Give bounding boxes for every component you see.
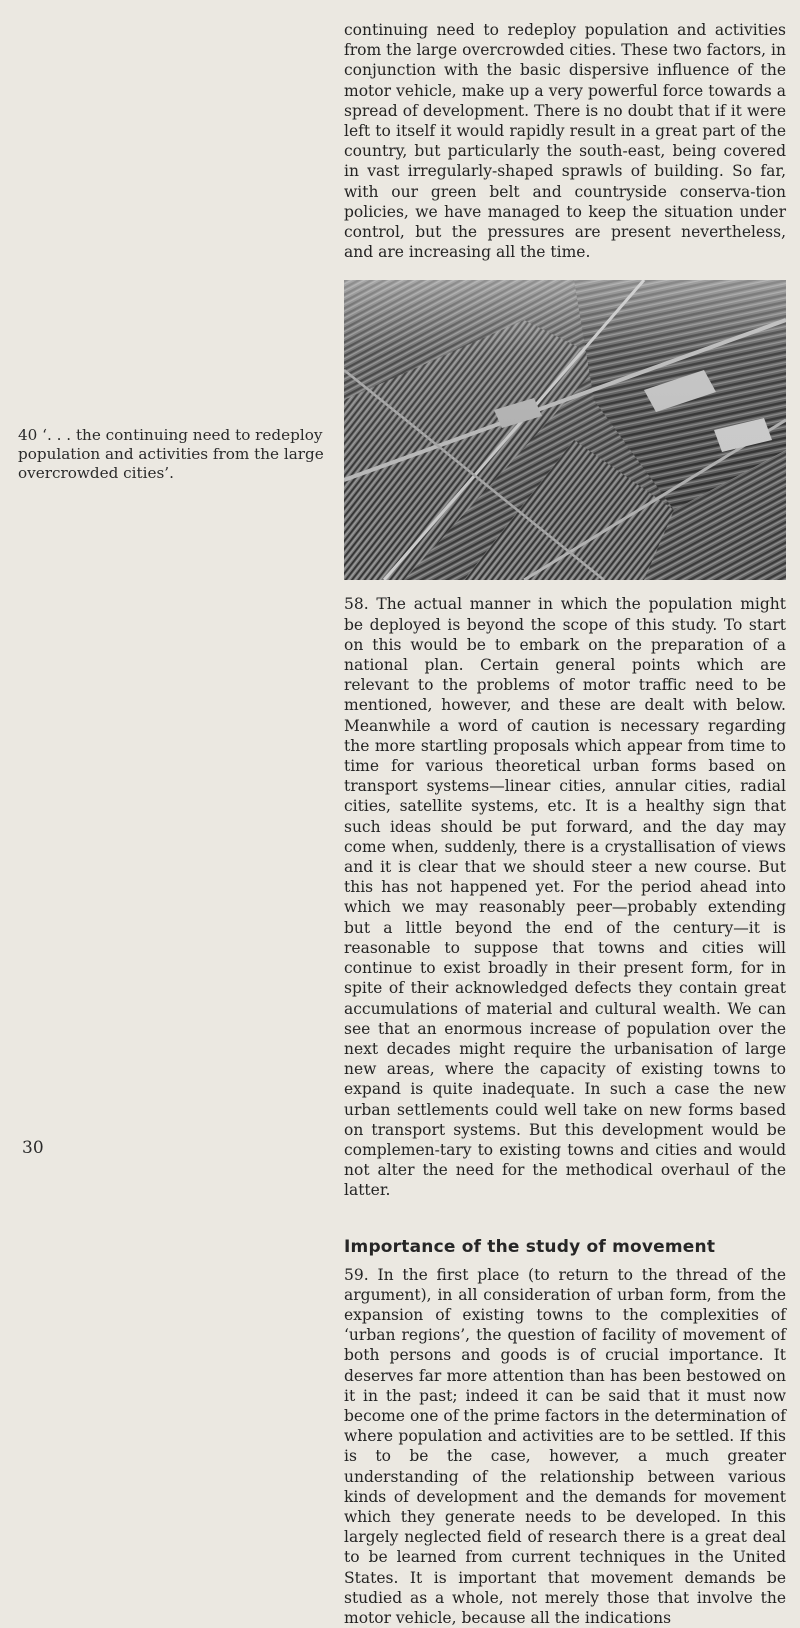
- aerial-city-photo: [344, 280, 786, 580]
- page-number: 30: [22, 1138, 44, 1158]
- paragraph-58: 58. The actual manner in which the population might be deployed is beyond the scope of this study. To start on this would be to embark on the preparation of a national plan. Certain general points which are relevant to the problems of motor traffic need to be mentioned, however, and these are dealt with below. Meanwhile a word of caution is necessary regarding the more startling proposals which appear from time to time for various theoretical urban forms based on transport systems—linear cities, annular cities, radial cities, satellite systems, etc. It is a healthy sign that such ideas should be put forward, and the day may come when, suddenly, there is a crystallisation of views and it is clear that we should steer a new course. But this has not happened yet. For the period ahead into which we may reasonably peer—probably extending but a little beyond the end of the century—it is reasonable to suppose that towns and cities will continue to exist broadly in their present form, for in spite of their acknowledged defects they contain great accumulations of material and cultural wealth. We can see that an enormous increase of population over the next decades might require the urbanisation of large new areas, where the capacity of existing towns to expand is quite inadequate. In such a case the new urban settlements could well take on new forms based on transport systems. But this development would be complemen-tary to existing towns and cities and would not alter the need for the methodical overhaul of the latter.: [344, 595, 786, 1200]
- main-column: [344, 20, 786, 1628]
- section-heading: Importance of the study of movement: [344, 1236, 716, 1257]
- intro-paragraph: continuing need to redeploy population and activities from the large overcrowded cities. These two factors, in conjunction with the basic dispersive influence of the motor vehicle, make up a very powerful force towards a spread of development. There is no doubt that if it were left to itself it would rapidly result in a great part of the country, but particularly the south-east, being covered in vast irregularly-shaped sprawls of building. So far, with our green belt and countryside conserva-tion policies, we have managed to keep the situation under control, but the pressures are present nevertheless, and are increasing all the time.: [344, 21, 786, 262]
- paragraph-59: 59. In the first place (to return to the thread of the argument), in all consideration of urban form, from the expansion of existing towns to the complexities of ‘urban regions’, the question of facility of movement of both persons and goods is of crucial importance. It deserves far more attention than has been bestowed on it in the past; indeed it can be said that it must now become one of the prime factors in the determination of where population and activities are to be settled. If this is to be the case, however, a much greater understanding of the relationship between various kinds of development and the demands for movement which they generate needs to be developed. In this largely neglected field of research there is a great deal to be learned from current techniques in the United States. It is important that movement demands be studied as a whole, not merely those that involve the motor vehicle, because all the indications: [344, 1265, 786, 1627]
- figure-caption: 40 ‘. . . the continuing need to redeploy population and activities from the large overcrowded cities’.: [18, 426, 324, 482]
